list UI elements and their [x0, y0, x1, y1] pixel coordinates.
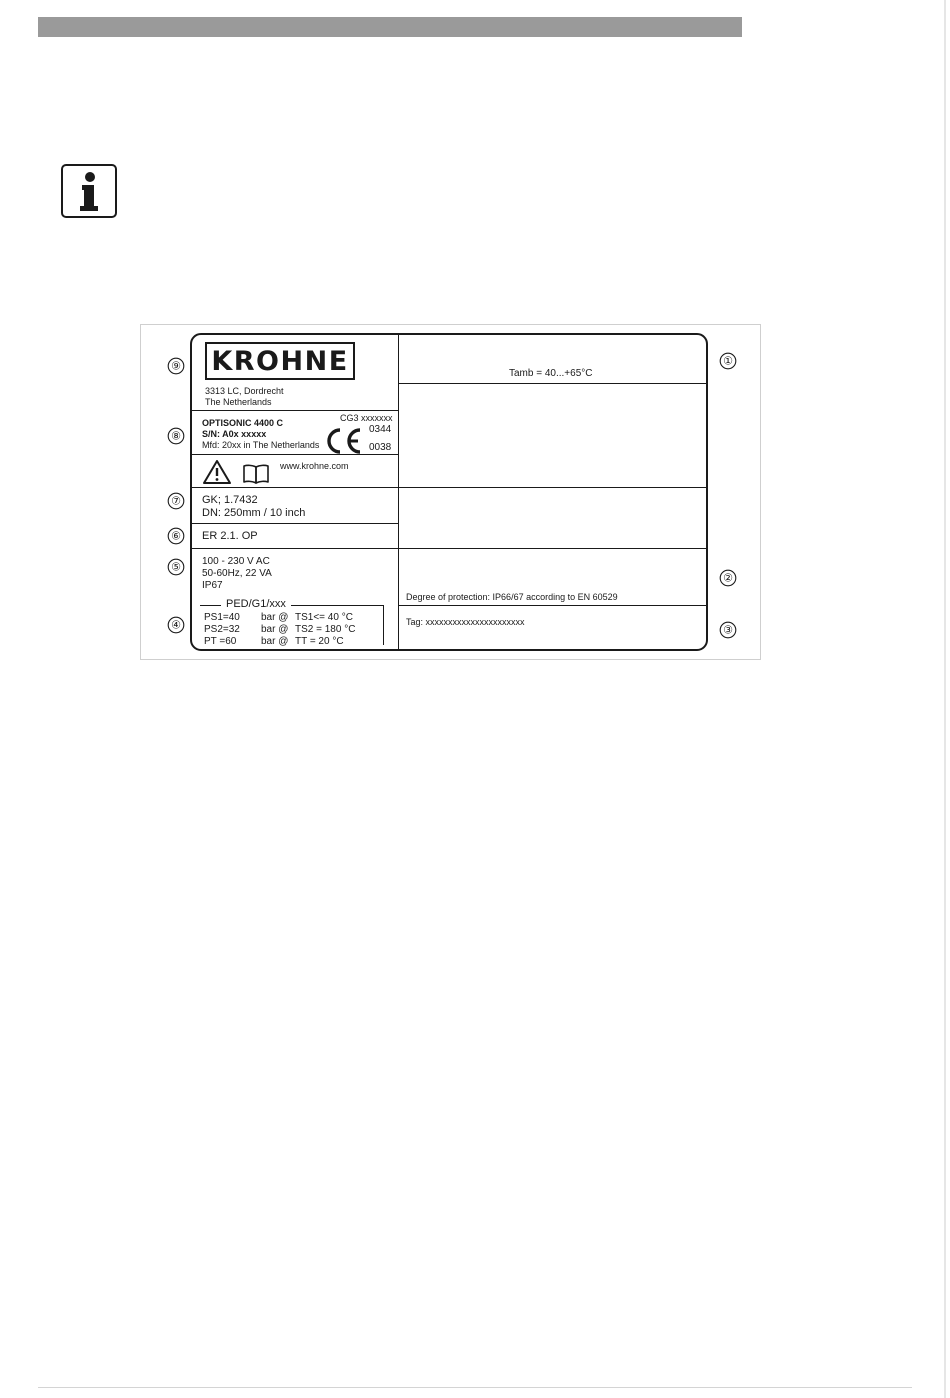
callout-4-number: ④ — [171, 619, 181, 632]
address-line: The Netherlands — [205, 397, 272, 407]
address-line: 3313 LC, Dordrecht — [205, 386, 284, 396]
notified-body-number: 0038 — [369, 442, 392, 453]
callout-1 — [719, 352, 737, 370]
divider — [192, 523, 398, 524]
notified-body-number: 0344 — [369, 424, 392, 435]
krohne-logo — [205, 342, 355, 380]
ped-row-unit: bar @ — [261, 624, 289, 635]
ped-row-pressure: PS1=40 — [204, 612, 240, 623]
ped-row-unit: bar @ — [261, 636, 289, 647]
tag-number: Tag: xxxxxxxxxxxxxxxxxxxxxx — [406, 617, 525, 627]
callout-3-number: ③ — [723, 624, 733, 637]
divider — [192, 454, 398, 455]
er-code: ER 2.1. OP — [202, 530, 258, 542]
power-frequency: 50-60Hz, 22 VA — [202, 568, 272, 579]
callout-8 — [167, 427, 185, 445]
divider — [399, 548, 706, 549]
ped-row-unit: bar @ — [261, 612, 289, 623]
certificate-number: CG3 xxxxxxx — [340, 413, 393, 423]
ambient-temperature: Tamb = 40...+65°C — [509, 368, 593, 379]
callout-9 — [167, 357, 185, 375]
ped-row-temperature: TS1<= 40 °C — [295, 612, 353, 623]
page-header-bar — [38, 17, 742, 37]
divider — [192, 487, 398, 488]
ped-row-pressure: PS2=32 — [204, 624, 240, 635]
information-icon — [61, 164, 117, 218]
divider — [399, 605, 706, 606]
callout-9-number: ⑨ — [171, 360, 181, 373]
logo-text: KROHNE — [211, 345, 349, 377]
ped-row-temperature: TT = 20 °C — [295, 636, 344, 647]
callout-1-number: ① — [723, 355, 733, 368]
warning-triangle-icon — [202, 459, 232, 485]
callout-2-number: ② — [723, 572, 733, 585]
callout-2 — [719, 569, 737, 587]
serial-number: S/N: A0x xxxxx — [202, 429, 267, 439]
power-supply: 100 - 230 V AC — [202, 556, 270, 567]
divider — [192, 548, 398, 549]
product-model: OPTISONIC 4400 C — [202, 418, 284, 428]
divider — [399, 383, 706, 384]
callout-3 — [719, 621, 737, 639]
ce-mark-icon — [321, 426, 363, 456]
nameplate-figure — [140, 324, 761, 660]
manual-book-icon — [242, 464, 270, 484]
callout-6 — [167, 527, 185, 545]
page-edge-rule — [944, 0, 946, 1398]
callout-5-number: ⑤ — [171, 561, 181, 574]
manufacture-date: Mfd: 20xx in The Netherlands — [202, 440, 320, 450]
callout-5 — [167, 558, 185, 576]
divider — [399, 487, 706, 488]
housing-material: GK; 1.7432 — [202, 494, 258, 506]
callout-6-number: ⑥ — [171, 530, 181, 543]
callout-7-number: ⑦ — [171, 495, 181, 508]
ip-rating: IP67 — [202, 580, 223, 591]
callout-4 — [167, 616, 185, 634]
page-footer-rule — [38, 1387, 912, 1388]
ped-row-temperature: TS2 = 180 °C — [295, 624, 356, 635]
nameplate — [190, 333, 708, 651]
ped-title: PED/G1/xxx — [221, 599, 291, 610]
nominal-diameter: DN: 250mm / 10 inch — [202, 507, 306, 519]
callout-7 — [167, 492, 185, 510]
ped-row-pressure: PT =60 — [204, 636, 237, 647]
degree-of-protection: Degree of protection: IP66/67 according to EN 60529 — [406, 592, 618, 602]
divider — [192, 410, 398, 411]
website: www.krohne.com — [280, 461, 349, 471]
callout-8-number: ⑧ — [171, 430, 181, 443]
